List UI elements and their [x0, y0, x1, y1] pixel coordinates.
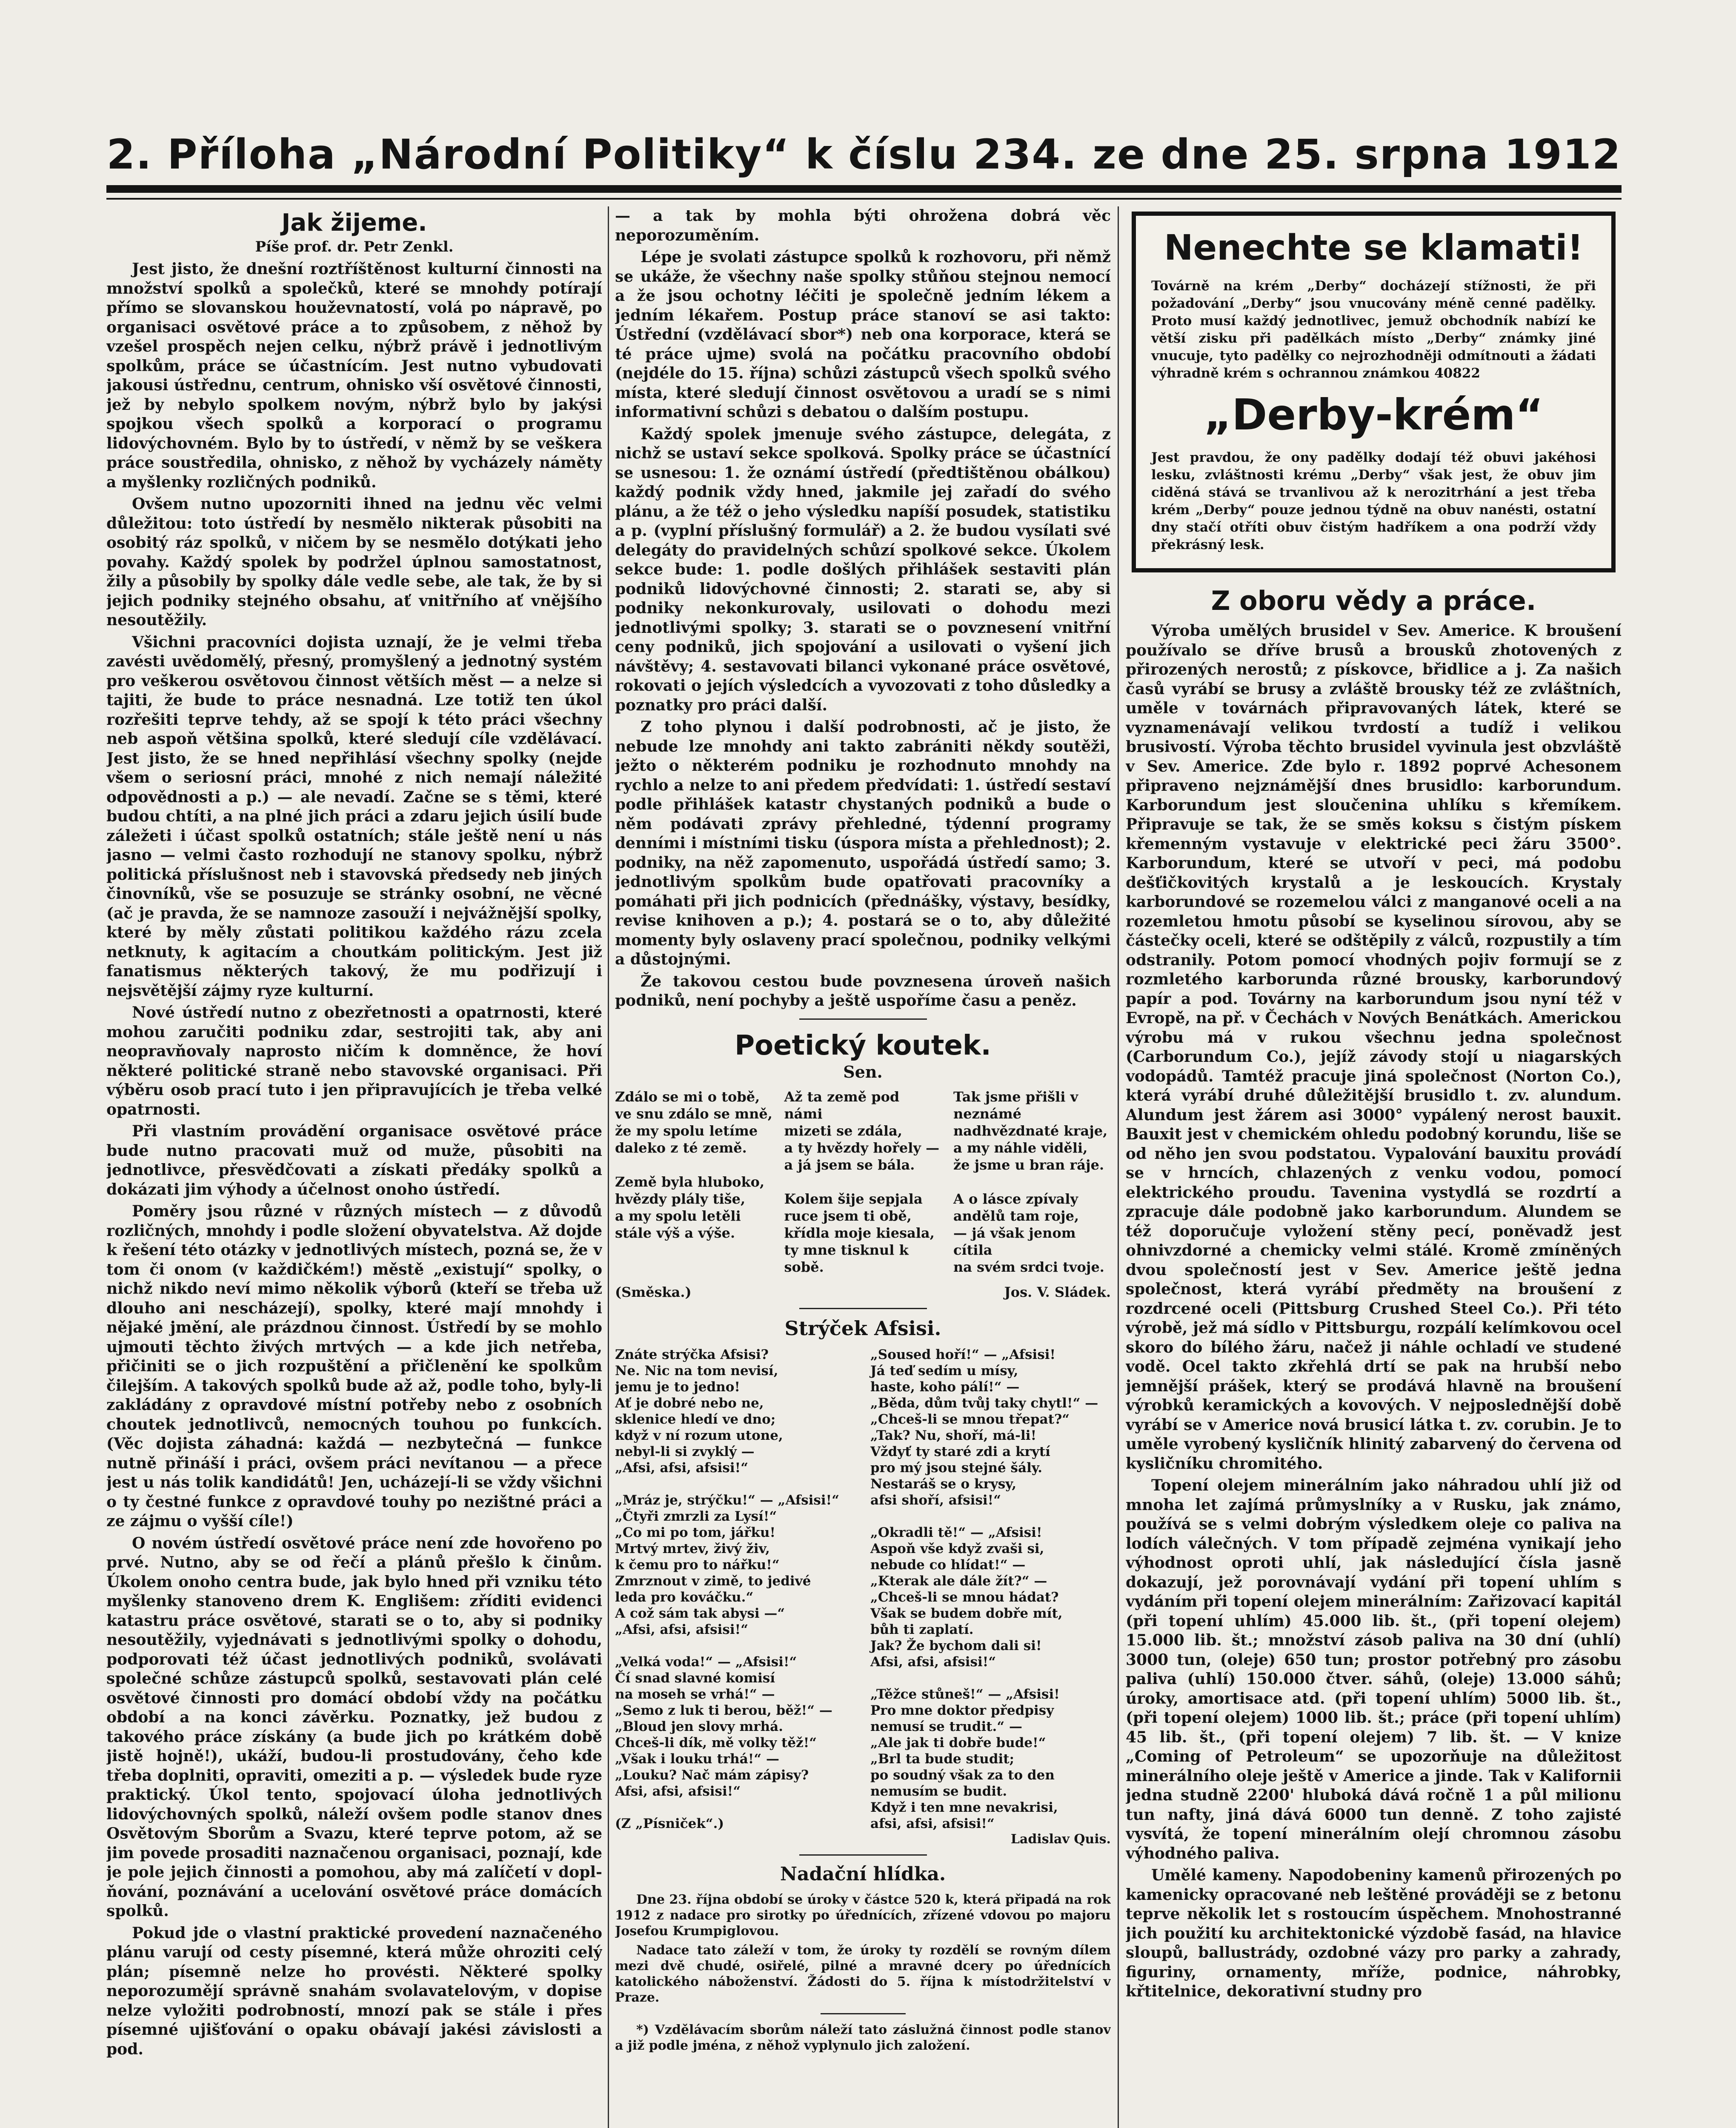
article-paragraph: Každý spolek jmenuje svého zástupce, delegáta, z nichž se ustaví sekce spolková. Spolky práce se účastnící se usnesou: 1. že oznámí ústředí (předtištěnou obálkou) každý podnik vždy hned, jakmile jej zařadí do svého plánu, a že též o jeho výsledku napíší posudek, statistiku a p. (vyplní příslušný formulář) a 2. že budou vysílati své delegáty do pravidelných schůzí spolkové sekce. Úkolem sekce bude: 1. podle došlých přihlášek sestaviti plán podniků lidovýchovné činnosti; 2. starati se, aby si podniky nekonkurovaly, usilovati o dohodu mezi jednotlivými spolky; 3. starati se o povznesení vnitřní ceny podniků, jich spojování a usilovati o vyšení jich návštěvy; 4. sestavovati bilanci vykonané práce osvětové, rokovati o jejích výsledcích a vyvozovati z toho důsledky a poznatky pro práci další. [615, 425, 1111, 714]
article-paragraph: Všichni pracovníci dojista uznají, že je velmi třeba zavésti uvědomělý, přesný, promyšlený a jednotný systém pro veškerou osvětovou činnost větších měst — a nelze si tajiti, že bude to práce nesnadná. Lze totiž ten úkol rozřešiti teprve tehdy, až se spojí k této práci všechny neb aspoň většina spolků, které sledují cíle vzdělávací. Jest jisto, že se hned nepřihlásí všechny spolky (nejde všem o seriosní práci, mnohé z nich nemají náležité odpovědnosti a p.) — ale nevadí. Začne se s těmi, které budou chtíti, a na plné jich práci a zdaru jejich úsilí bude záležeti i účast spolků ostatních; stále ještě není u nás jasno — velmi často rozhodují ne stanovy spolku, nýbrž politická příslušnost neb i stavovská předsedy neb jiných činovníků, vše se posuzuje se stránky osobní, ne věcné (ač je pravda, že se namnoze zasouží i nejvážnější spolky, které by měly zůstati politikou každého rázu zcela netknuty, k agitacím a choutkám politickým. Jest již fanatismus některých takový, že mu podřizují i nejsvětější zájmy ryze kulturní. [106, 633, 602, 1000]
ad-headline: Nenechte se klamati! [1164, 228, 1583, 268]
science-paragraph: Výroba umělých brusidel v Sev. Americe. K broušení používalo se dříve brusů a brousků zhotovených z přirozených nerostů; z pískovce, břidlice a j. Za našich časů vyrábí se brusy a zvláště brousky též ze zvláštních, uměle v továrnách připravovaných látek, které se vyznamenávají velikou tvrdostí a tudíž i velikou brusivostí. Výroba těchto brusidel vyvinula jest obzvláště v Sev. Americe. Zde bylo r. 1892 poprvé Achesonem připraveno nejznámější dnes brusidlo: karborundum. Karborundum jest sloučenina uhlíku s křemíkem. Připravuje se tak, že se směs koksu s čistým pískem křemenným vystavuje v elektrické peci žáru 3500°. Karborundum, které se utvoří v peci, má podobu dešťičkovitých krystalů a je leskoucích. Krystaly karborundové se rozemelou válci z manganové oceli a na rozemletou hmotu působí se kyselinou sírovou, aby se částečky oceli, které se odštěpily z válců, rozpustily a tím odstranily. Potom pomocí vhodných pojiv formují se z rozmletého karborunda různé brousky, karborundový papír a pod. Továrny na karborundum jsou nyní též v Evropě, na př. v Čechách v Nových Benátkách. Americkou výrobu má v rukou všechnu jedna společnost (Carborundum Co.), jejíž závody stojí u niagarských vodopádů. Tamtéž pracuje jiná společnost (Norton Co.), která vyrábí druhé důležitější brusidlo t. zv. alundum. Alundum jest žárem asi 3000° vypálený nerost bauxit. Bauxit jest v chemickém ohledu podobný korundu, liše se od něho jen svou podstatou. Vypalování bauxitu provádí se v hrncích, chlazených z venku vodou, pomocí elektrického proudu. Tavenina vystydlá se rozdrtí a zpracuje dále podobně jako karborundum. Alundem se též doporučuje vyložení stěny pecí, poněvadž jest ohnivzdorné a chemicky velmi stálé. Kromě zmíněných dvou společností jest v Sev. Americe ještě jedna společnost, která vyrábí předměty na broušení z rozdrcené oceli (Pittsburg Crushed Steel Co.). Při této výrobě, jež má sídlo v Pittsburgu, rozpálí kelímkovou ocel skoro do bílého žáru, načež ji náhle ochladí ve studené vodě. Ocel takto zkřehlá drtí se pak na hrubší nebo jemnější prášek, který se prodává hlavně na broušení výrobků keramických a kovových. V nejposlednější době vyrábí se v Americe nová brusicí látka t. zv. corubin. Je to uměle vyrobený kysličník hlinitý zabarvený do červena od kysličníku chromitého. [1126, 622, 1622, 1473]
advertisement-box [1132, 212, 1616, 572]
poem-author: Jos. V. Sládek. [1004, 1284, 1111, 1300]
article-paragraph: Ovšem nutno upozorniti ihned na jednu věc velmi důležitou: toto ústředí by nesmělo nikterak působiti na osobitý ráz spolků, v ničem by se nesmělo dotýkati jeho povahy. Každý spolek by podržel úplnou samostatnost, žily a působily by spolky dále vedle sebe, ale tak, že by si jejich podniky stejného obsahu, ať vnitřního ať vnějšího nesoutěžily. [106, 495, 602, 629]
poem-signature [615, 1284, 1111, 1300]
column-1-article [106, 206, 602, 2128]
fund-paragraph: Nadace tato záleží v tom, že úroky ty rozdělí se rovným dílem mezi dvě chudé, osiřelé, pilné a mravné dcery po úřednících katolického náboženství. Žádosti do 5. října k místodržitelství v Praze. [615, 1942, 1111, 2005]
ad-brand: „Derby-krém“ [1204, 390, 1544, 440]
poem-stanza: Zdálo se mi o tobě, ve snu zdálo se mně, že my spolu letíme daleko z té země. Země byla hluboko, hvězdy plály tiše, a my spolu letěli stále výš a výše. [615, 1088, 772, 1241]
article-paragraph: Že takovou cestou bude povznesena úroveň našich podniků, není pochyby a ještě uspoříme času a peněz. [615, 972, 1111, 1010]
column-divider-1 [608, 206, 609, 2128]
poem2-columns [615, 1347, 1111, 1832]
section-divider [799, 1018, 927, 1020]
article-continuation: — a tak by mohla býti ohrožena dobrá věc neporozuměním. [615, 207, 1111, 244]
ad-text: Jest pravdou, že ony padělky dodají též obuvi jakéhosi lesku, zvláštnosti krému „Derby“ však jest, že obuv jim ciděná stává se trvanlivou až k nerozitrhání a jest třeba krém „Derby“ pouze jednou týdně na obuv nanésti, ostatní dny stačí otříti obuv čistým hadříkem a ona podrží vždy překrásný lesk. [1151, 450, 1596, 552]
science-paragraph: Umělé kameny. Napodobeniny kamenů přirozených po kamenicky opracované neb leštěné prováději se z betonu teprve několik let s rostoucím úspěchem. Mnohostranné jich použití ku architektonické výzdobě fasád, na hlavice sloupů, ballustrády, ozdobné vázy pro parky a zahrady, figuriny, ornamenty, mříže, podnice, náhrobky, křtitelnice, dekorativní studny pro [1126, 1866, 1622, 2000]
section-divider [799, 1854, 927, 1856]
poem-stanza: Tak jsme přišli v neznámé nadhvězdnaté kraje, a my náhle viděli, že jsme u bran ráje. A o lásce zpívaly andělů tam roje, — já však jenom cítila na svém srdci tvoje. [953, 1088, 1108, 1275]
footnote: *) Vzdělávacím sborům náleží tato záslužná činnost podle stanov a již podle jména, z něhož vyplynulo jich založení. [615, 2022, 1111, 2053]
poem-note: (Směska.) [615, 1284, 692, 1300]
science-paragraph: Topení olejem minerálním jako náhradou uhlí již od mnoha let zajímá průmyslníky a v Rusku, jak známo, používá se s velmi dobrým výsledkem oleje co paliva na lodích válečných. V tom případě zejména vynikají jeho výhodnost oproti uhlí, jak následující čísla jasně dokazují, jež porovnávají vydání při topení uhlím s vydáním při topení olejem minerálním: Zařizovací kapitál (při topení uhlím) 45.000 lib. št., (při topení olejem) 15.000 lib. št.; množství zásob paliva na 30 dní (uhlí) 3000 tun, (oleje) 650 tun; prostor potřebný pro zásobu paliva (uhlí) 150.000 čtver. sáhů, (oleje) 13.000 sáhů; úroky, amortisace atd. (při topení uhlím) 5000 lib. št., (při topení olejem) 1000 lib. št.; práce (při topení uhlím) 45 lib. št., (při topení olejem) 7 lib. št. — V knize „Coming of Petroleum“ se upozorňuje na důležitost minerálního oleje ještě v Americe a jinde. Tak v Kalifornii jedna studně 2200' hluboká dává ročně 1 a půl milionu tun nafty, jiná dává 6000 tun denně. Z toho zajisté vysvítá, že topení minerálním olejí chromnou zásobu výhodného paliva. [1126, 1476, 1622, 1862]
article-paragraph: Z toho plynou i další podrobnosti, ač je jisto, že nebude lze mnohdy ani takto zabrániti někdy soutěži, ježto o některém podniku je rozhodnuto mnohdy na rychlo a nelze to ani předem předvídati: 1. ústředí sestaví podle přihlášek katastr chystaných podniků a bude o něm podávati zprávy přehledné, týdenní programy denními i místními tisku (úspora místa a přehlednost); 2. podniky, na něž zapomenuto, uspořádá ústředí samo; 3. jednotlivým spolkům bude opatřovati pracovníky a pomáhati při jich podnicích (přednášky, výstavy, besídky, revise knihoven a p.); 4. postará se o to, aby důležité momenty byly oslaveny prací společnou, podniky velkými a důstojnými. [615, 718, 1111, 968]
column-divider-2 [1118, 206, 1119, 2128]
article-paragraph: Poměry jsou různé v různých místech — z důvodů rozličných, mnohdy i podle složení obyvatelstva. Až dojde k řešení této otázky v jednotlivých místech, pozná se, že v tom či onom (v každičkém!) městě „existují“ spolky, o nichž nikdo neví mimo několik výborů (kteří se třeba už dlouho ani nescházejí), spolky, které mají mnohdy i nějaké jmění, ale prázdnou činnost. Ústředí by se mohlo ujmouti těchto živých mrtvých — a kde jich netřeba, přičiniti se o jich rozpuštění a přičlenění ke spolkům čilejším. A takových spolků bude až až, podle toho, byly-li zakládány z opravdové místní potřeby nebo z osobních choutek jednotlivců, nemocných touhou po funkcích. (Věc dojista záhadná: každá — nezbytečná — funkce nutně přináší i práci, ovšem práci nevítanou — a přece jest u nás tolik kandidátů! Jen, ucházejí-li se vždy všichni o ty čestné funkce z opravdové touhy po nezištné práci a ze zájmu o vyšší cíle!) [106, 1202, 602, 1530]
fund-title: Nadační hlídka. [780, 1863, 946, 1885]
newspaper-page [106, 128, 1622, 2128]
article-paragraph: Při vlastním provádění organisace osvětové práce bude nutno pracovati muž od muže, působiti na jednotlivce, přesvědčovati a získati předáky spolků a dokázati jim výhody a účelnost onoho ústředí. [106, 1122, 602, 1198]
article-paragraph: Nové ústředí nutno z obezřetnosti a opatrnosti, které mohou zaručiti podniku zdar, sestrojiti tak, aby ani neopravňovaly naprosto ničím k domněnce, že hoví některé politické straně nebo stavovské organisaci. Při výběru osob prací tuto i jen připravujících je třeba velké opatrnosti. [106, 1004, 602, 1118]
section-divider [799, 1308, 927, 1309]
column-3 [1126, 206, 1622, 2128]
article-title: Jak žijeme. [281, 209, 427, 237]
poem2-right: „Soused hoří!“ — „Afsisi! Já teď sedím u mísy, haste, koho pálí!“ — „Běda, dům tvůj taky chytl!“ — „Chceš-li se mnou třepat?“ „Tak? Nu, shoří, má-li! Vždyť ty staré zdi a krytí pro mý jsou stejné šály. Nestaráš se o krysy, afsi shoří, afsisi!“ „Okradli tě!“ — „Afsisi! Aspoň vše když zvaši si, nebude co hlídat!“ — „Kterak ale dále žít?“ — „Chceš-li se mnou hádat? Však se budem dobře mít, bůh ti zaplatí. Jak? Že bychom dali si! Afsi, afsi, afsisi!“ „Těžce stůneš!“ — „Afsisi! Pro mne doktor předpisy nemusí se trudit.“ — „Ale jak ti dobře bude!“ „Brl ta bude studit; po soudný však za to den nemusím se budit. Když i ten mne nevakrisi, afsi, afsi, afsisi!“ [870, 1347, 1098, 1831]
poem2-author: Ladislav Quis. [1010, 1831, 1111, 1847]
poem-stanza: Až ta země pod námi mizeti se zdála, a ty hvězdy hořely — a já jsem se bála. Kolem šije sepjala ruce jsem ti obě, křídla moje kiesala, ty mne tisknul k sobě. [784, 1088, 940, 1275]
masthead-rule-thin [106, 198, 1622, 200]
masthead: 2. Příloha „Národní Politiky“ k číslu 234. ze dne 25. srpna 1912 [106, 130, 1622, 178]
poetry-section-title: Poetický koutek. [735, 1030, 991, 1061]
poem-title: Sen. [843, 1062, 883, 1081]
masthead-rule-thick [106, 185, 1622, 193]
column-2 [615, 206, 1111, 2128]
poem-columns [615, 1088, 1111, 1276]
article-paragraph: Pokud jde o vlastní praktické provedení naznačeného plánu varují od cesty písemné, která může ohroziti celý plán; písemně nelze ho provésti. Některé spolky neporozumějí správně snahám svolavatelovým, v dopise nelze vyložiti podrobností, mnozí pak se stále i přes písemné ujišťování o opaku obávají jakési závislosti a pod. [106, 1924, 602, 2058]
poem2-left: Znáte strýčka Afsisi? Ne. Nic na tom nevisí, jemu je to jedno! Ať je dobré nebo ne, sklenice hledí ve dno; když v ní rozum utone, nebyl-li si zvyklý — „Afsi, afsi, afsisi!“ „Mráz je, strýčku!“ — „Afsisi!“ „Čtyři zmrzli za Lysí!“ „Co mi po tom, jářku! Mrtvý mrtev, živý živ, k čemu pro to nářku!“ Zmrznout v zimě, to jedivé leda pro kováčku.“ A což sám tak abysi —“ „Afsi, afsi, afsisi!“ „Velká voda!“ — „Afsisi!“ Čí snad slavné komisí na moseh se vrhá!“ — „Semo z luk ti berou, běž!“ — „Bloud jen slovy mrhá. Chceš-li dík, mě volky těž!“ „Však i louku trhá!“ — „Louku? Nač mám zápisy? Afsi, afsi, afsisi!“ (Z „Písniček“.) [615, 1347, 840, 1831]
article-paragraph: O novém ústředí osvětové práce není zde hovořeno po prvé. Nutno, aby se od řečí a plánů přešlo k činům. Úkolem onoho centra bude, jak bylo hned při vzniku této myšlenky stanoveno drem K. Englišem: zříditi evidenci katastru práce osvětové, starati se o to, aby si podniky nesoutěžily, vyjednávati s jednotlivými spolky o dohodu, podporovati též účast jednotlivých podniků, svolávati společné schůze zástupců spolků, sestavovati plán celé osvětové činnosti pro domácí období vždy na počátku období a na konci závěrku. Poznatky, jež budou z takového práce získány (a bude jich po krátkém době jistě hojně!), ukáží, budou-li prostudovány, čeho kde třeba doplniti, opraviti, omeziti a p. — výsledek bude ryze praktický. Úkol tento, spojovací úloha jednotlivých lidovýchovných spolků, náleží ovšem podle stanov dnes Osvětovým Sborům a Svazu, které teprve potom, až se jim povede prosaditi naznačenou organisaci, poznají, kde je pole jejich činnosti a pomohou, aby má zalíčetí v doplňování, poznávání a ucelování osvětové práce domácích spolků. [106, 1534, 602, 1920]
article-paragraph: Jest jisto, že dnešní roztříštěnost kulturní činnosti na množství spolků a společků, které se mnohdy potírají přímo se slovanskou houževnatostí, volá po nápravě, po organisaci osvětové práce a to způsobem, z něhož by vzešel prospěch nejen celku, nýbrž právě i jednotlivým spolkům, práce se účastnícím. Jest nutno vybudovati jakousi ústřednu, centrum, ohnisko vší osvětové činnosti, jež by nebylo spolkem novým, nýbrž bylo by jakýsi spojkou všech spolků a korporací o programu lidovýchovném. Bylo by to ústředí, v němž by se veškera práce soustředila, ohnisko, z něhož by vycházely náměty a myšlenky rozličných podniků. [106, 260, 602, 491]
article-paragraph: Lépe je svolati zástupce spolků k rozhovoru, při němž se ukáže, že všechny naše spolky stůňou stejnou nemocí a že jsou ochotny léčiti je společně jedním lékem a jedním lékařem. Postup práce stanoví se asi takto: Ústřední (vzdělávací sbor*) neb ona korporace, která se té práce ujme) svolá na počátku pracovního období (nejdéle do 15. října) schůzi zástupců všech spolků svého místa, které sledují činnost osvětovou a uradí se s nimi informativní schůzi s debatou o dalším postupu. [615, 248, 1111, 421]
ad-text: Továrně na krém „Derby“ docházejí stížnosti, že při požadování „Derby“ jsou vnucovány méně cenné padělky. Proto musí každý jednotlivec, jemuž obchodník nabízí ke větší zisku při padělkách místo „Derby“ známky jiné vnucuje, tyto padělky co nejrozhodněji odmítnouti a žádati výhradně krém s ochrannou známkou 40822 [1151, 278, 1596, 381]
fund-paragraph: Dne 23. října období se úroky v částce 520 k, která připadá na rok 1912 z nadace pro sirotky po úřednících, zřízené vdovou po majoru Josefou Krumpiglovou. [615, 1892, 1111, 1939]
article-byline: Píše prof. dr. Petr Zenkl. [255, 238, 454, 255]
poem2-title: Strýček Afsisi. [784, 1316, 941, 1340]
footnote-divider [821, 2013, 906, 2014]
science-section-title: Z oboru vědy a práce. [1211, 585, 1536, 616]
